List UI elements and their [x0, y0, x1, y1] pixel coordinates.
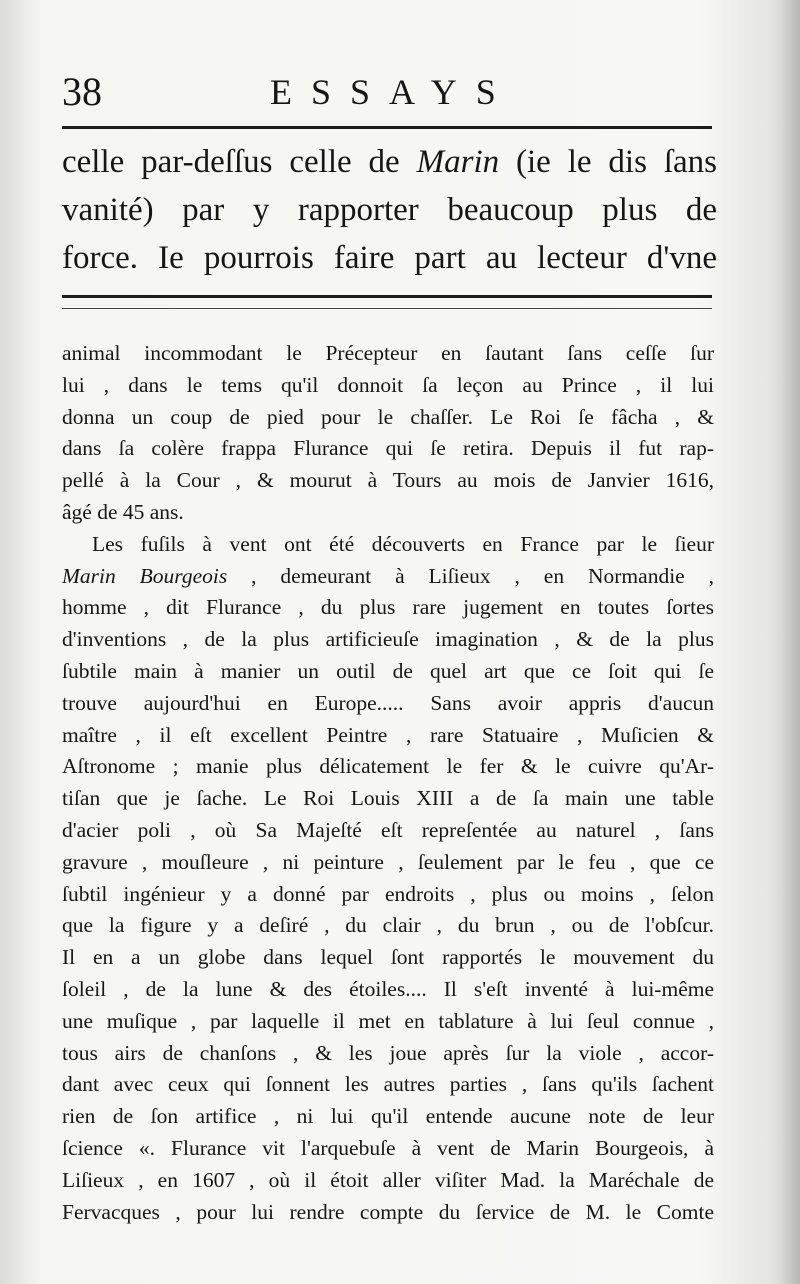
body-line: ſcience «. Flurance vit l'arquebuſe à vent de Marin Bourgeois, à — [62, 1135, 714, 1160]
section-rule-thin — [62, 308, 712, 309]
large-text-line: vanité) par y rapporter beaucoup plus de — [62, 192, 717, 228]
large-text-line: celle par-deſſus celle de Marin (ie le dis ſans — [62, 144, 717, 180]
body-line: lui , dans le tems qu'il donnoit ſa leçon au Prince , il lui — [62, 372, 714, 397]
body-line: Marin Bourgeois , demeurant à Liſieux , en Normandie , — [62, 563, 714, 588]
body-line: une muſique , par laquelle il met en tablature à lui ſeul connue , — [62, 1008, 714, 1033]
body-line: pellé à la Cour , & mourut à Tours au mois de Janvier 1616, — [62, 468, 714, 493]
section-rule — [62, 295, 712, 298]
body-line: homme , dit Flurance , du plus rare jugement en toutes ſortes — [62, 595, 714, 620]
body-line: gravure , mouſleure , ni peinture , ſeulement par le feu , que ce — [62, 849, 714, 874]
body-line: d'inventions , de la plus artificieuſe imagination , & de la plus — [62, 627, 714, 652]
body-line: ſoleil , de la lune & des étoiles.... Il s'eſt inventé à lui-même — [62, 976, 714, 1001]
body-line: Aſtronome ; manie plus délicatement le fer & le cuivre qu'Ar- — [62, 754, 714, 779]
body-line: rien de ſon artifice , ni lui qu'il entende aucune note de leur — [62, 1104, 714, 1129]
body-line: âgé de 45 ans. — [62, 499, 184, 524]
header-rule — [62, 126, 712, 129]
body-line: ſubtile main à manier un outil de quel art que ce ſoit qui ſe — [62, 658, 714, 683]
body-line: Il en a un globe dans lequel ſont rapportés le mouvement du — [62, 945, 714, 970]
body-line: Les fuſils à vent ont été découverts en France par le ſieur — [92, 531, 714, 556]
page-number: 38 — [62, 69, 102, 114]
body-line: ſubtil ingénieur y a donné par endroits , plus ou moins , ſelon — [62, 881, 714, 906]
body-line: animal incommodant le Précepteur en ſautant ſans ceſſe ſur — [62, 341, 714, 365]
body-line: d'acier poli , où Sa Majeſté eſt repreſentée au naturel , ſans — [62, 817, 714, 842]
body-line: trouve aujourd'hui en Europe..... Sans avoir appris d'aucun — [62, 690, 714, 715]
body-line: Liſieux , en 1607 , où il étoit aller viſiter Mad. la Maréchale de — [62, 1167, 714, 1192]
body-line: maître , il eſt excellent Peintre , rare Statuaire , Muſicien & — [62, 722, 714, 747]
running-head: ESSAYS — [270, 72, 515, 112]
page-edge-shadow — [772, 0, 800, 1284]
body-line: dant avec ceux qui ſonnent les autres parties , ſans qu'ils ſachent — [62, 1072, 714, 1097]
body-line: dans ſa colère frappa Flurance qui ſe retira. Depuis il fut rap- — [62, 436, 714, 461]
body-line: tiſan que je ſache. Le Roi Louis XIII a de ſa main une table — [62, 786, 714, 811]
body-line: Fervacques , pour lui rendre compte du ſervice de M. le Comte — [62, 1199, 714, 1224]
body-line: donna un coup de pied pour le chaſſer. Le Roi ſe fâcha , & — [62, 404, 714, 429]
large-text-line: force. Ie pourrois faire part au lecteur d'vne — [62, 240, 717, 276]
body-line: que la figure y a deſiré , du clair , du brun , ou de l'obſcur. — [62, 913, 714, 938]
body-line: tous airs de chanſons , & les joue après ſur la viole , accor- — [62, 1040, 714, 1065]
body-text-block — [62, 338, 714, 1228]
large-text-block — [62, 138, 717, 282]
